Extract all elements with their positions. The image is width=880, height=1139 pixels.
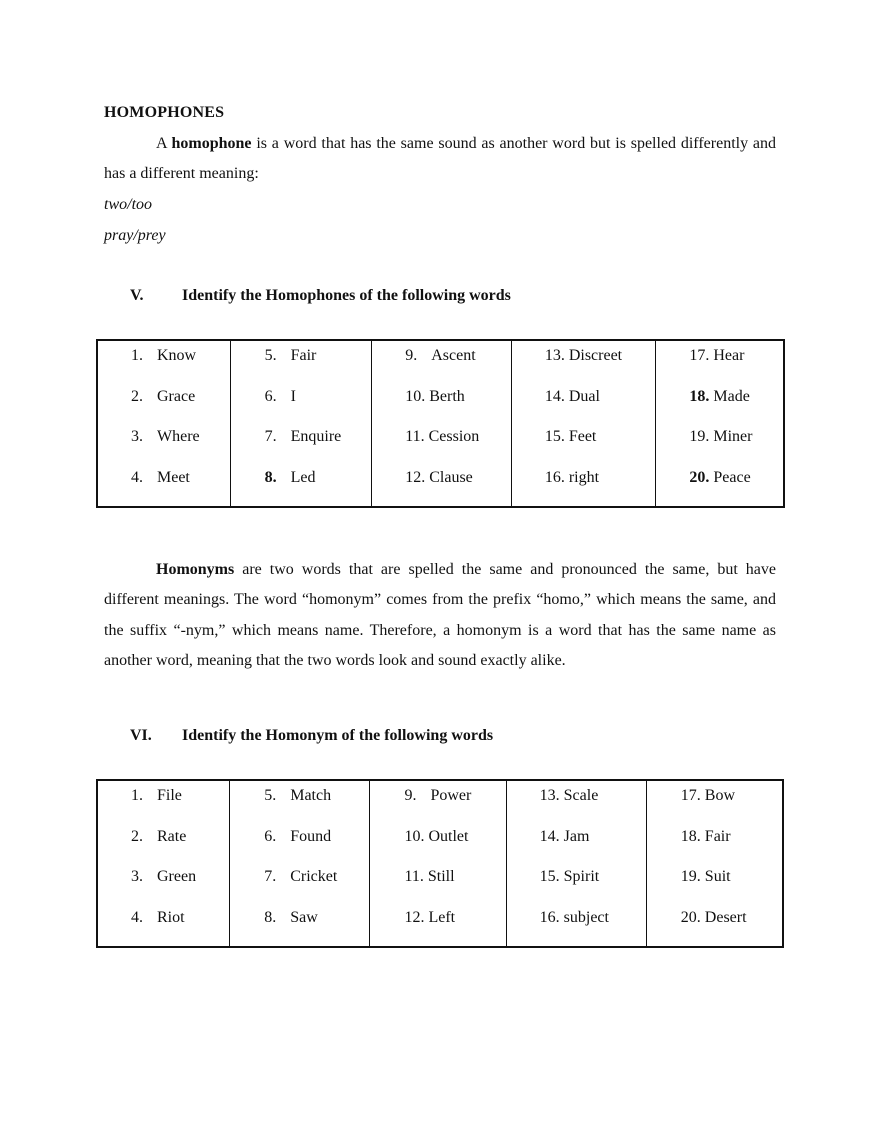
item-number: 13. xyxy=(544,347,565,364)
item-word: Fair xyxy=(704,827,731,845)
item-word: Know xyxy=(157,347,197,364)
item-number: 4. xyxy=(131,468,143,486)
item-number: 7. xyxy=(264,428,277,445)
section-number: V. xyxy=(130,287,144,304)
list-item xyxy=(540,906,646,947)
item-number: 11. xyxy=(405,428,425,445)
list-item xyxy=(681,825,782,866)
item-number: 1. xyxy=(131,787,143,804)
item-number: 7. xyxy=(264,868,277,885)
item-number: 20. xyxy=(680,908,701,926)
item-number: 9. xyxy=(404,787,417,804)
table-column xyxy=(97,780,230,947)
section-title: Identify the Homophones of the following words xyxy=(182,287,511,304)
item-word: Spirit xyxy=(563,868,600,885)
list-item xyxy=(404,784,505,825)
homonyms-table xyxy=(96,779,784,948)
list-item xyxy=(404,865,505,906)
item-word: Led xyxy=(290,468,316,486)
list-item xyxy=(545,344,656,385)
word-list xyxy=(370,781,505,946)
list-item xyxy=(131,385,230,426)
word-list xyxy=(231,341,372,506)
item-word: Miner xyxy=(713,428,753,445)
list-item xyxy=(405,466,511,507)
list-item xyxy=(404,906,505,947)
list-item xyxy=(405,344,511,385)
item-number: 9. xyxy=(405,347,418,364)
definition-term: homophone xyxy=(171,135,252,152)
item-number: 6. xyxy=(264,827,277,845)
item-number: 13. xyxy=(539,787,560,804)
item-word: Berth xyxy=(429,387,465,405)
item-word: Clause xyxy=(429,468,473,486)
list-item xyxy=(264,825,369,866)
item-word: Outlet xyxy=(428,827,469,845)
item-word: Hear xyxy=(713,347,745,364)
table-column xyxy=(230,340,372,507)
definition-text: are two words that are spelled the same and pronounced the same, but have different meanings. The word “homonym” comes from the prefix “homo,” which means the same, and the suffix “-nym,” which means name. Therefore, a homonym is a word that has the same name as another word, meaning that the two words look and sound exactly alike. xyxy=(104,561,776,669)
homophone-definition xyxy=(104,129,776,190)
item-word: Made xyxy=(713,387,750,405)
section-v-heading xyxy=(130,287,630,307)
table-column xyxy=(656,340,784,507)
word-list xyxy=(98,341,230,506)
list-item xyxy=(681,784,782,825)
item-number: 16. xyxy=(539,908,560,926)
item-number: 1. xyxy=(131,347,143,364)
list-item xyxy=(404,825,505,866)
item-word: Match xyxy=(290,787,332,804)
item-word: Rate xyxy=(157,827,187,845)
section-vi-heading xyxy=(130,727,630,747)
homonym-definition xyxy=(104,555,776,676)
list-item xyxy=(545,466,656,507)
list-item xyxy=(131,466,230,507)
item-word: Cricket xyxy=(290,868,338,885)
item-number: 6. xyxy=(264,387,277,405)
list-item xyxy=(264,906,369,947)
table-column xyxy=(370,780,506,947)
item-word: Grace xyxy=(157,387,196,405)
list-item xyxy=(131,425,230,466)
item-word: Suit xyxy=(704,868,731,885)
item-number: 14. xyxy=(544,387,565,405)
list-item xyxy=(265,385,372,426)
item-number: 14. xyxy=(539,827,560,845)
item-number: 8. xyxy=(264,468,277,486)
list-item xyxy=(540,784,646,825)
table-column xyxy=(506,780,646,947)
table-column xyxy=(230,780,370,947)
section-number: VI. xyxy=(130,727,152,744)
list-item xyxy=(545,425,656,466)
item-word: Fair xyxy=(290,347,317,364)
item-number: 12. xyxy=(404,908,425,926)
item-number: 17. xyxy=(689,347,710,364)
item-word: Cession xyxy=(428,428,480,445)
word-list xyxy=(647,781,782,946)
list-item xyxy=(689,466,783,507)
item-number: 16. xyxy=(544,468,565,486)
item-word: Peace xyxy=(713,468,751,486)
item-number: 19. xyxy=(689,428,710,445)
item-number: 15. xyxy=(539,868,560,885)
list-item xyxy=(264,865,369,906)
item-number: 10. xyxy=(404,827,425,845)
list-item xyxy=(405,385,511,426)
item-word: Ascent xyxy=(431,347,476,364)
word-list xyxy=(98,781,229,946)
item-number: 12. xyxy=(405,468,426,486)
item-word: Power xyxy=(430,787,472,804)
list-item xyxy=(265,425,372,466)
item-number: 17. xyxy=(680,787,701,804)
item-number: 2. xyxy=(131,827,143,845)
item-word: Jam xyxy=(563,827,590,845)
list-item xyxy=(545,385,656,426)
item-word: Where xyxy=(157,428,200,445)
list-item xyxy=(131,906,229,947)
item-number: 5. xyxy=(264,787,277,804)
list-item xyxy=(681,906,782,947)
list-item xyxy=(131,344,230,385)
section-title: Identify the Homonym of the following words xyxy=(182,727,494,744)
item-word: Bow xyxy=(704,787,736,804)
list-item xyxy=(264,784,369,825)
item-number: 3. xyxy=(131,428,143,445)
list-item xyxy=(405,425,511,466)
example-two-too: two/too xyxy=(104,196,153,213)
item-word: Green xyxy=(157,868,197,885)
table-column xyxy=(511,340,656,507)
item-word: Enquire xyxy=(290,428,342,445)
item-word: File xyxy=(157,787,182,804)
definition-term: Homonyms xyxy=(156,561,235,578)
list-item xyxy=(131,784,229,825)
table-row xyxy=(97,340,784,507)
item-word: Desert xyxy=(704,908,747,926)
example-pray-prey: pray/prey xyxy=(104,227,166,244)
list-item xyxy=(265,344,372,385)
item-word: Left xyxy=(428,908,456,926)
item-number: 10. xyxy=(405,387,426,405)
word-list xyxy=(372,341,511,506)
word-list xyxy=(512,341,656,506)
item-word: I xyxy=(290,387,296,405)
list-item xyxy=(540,865,646,906)
list-item xyxy=(131,825,229,866)
item-number: 19. xyxy=(680,868,701,885)
item-word: Saw xyxy=(290,908,318,926)
item-word: Scale xyxy=(563,787,599,804)
homophones-table xyxy=(96,339,785,508)
item-word: Dual xyxy=(568,387,600,405)
item-number: 20. xyxy=(689,468,710,486)
table-column xyxy=(97,340,230,507)
item-word: right xyxy=(568,468,600,486)
item-number: 5. xyxy=(264,347,277,364)
item-word: Meet xyxy=(157,468,190,486)
definition-prefix: A xyxy=(156,135,172,152)
item-number: 11. xyxy=(404,868,424,885)
item-number: 18. xyxy=(680,827,701,845)
list-item xyxy=(689,344,783,385)
item-number: 4. xyxy=(131,908,143,926)
table-column xyxy=(646,780,783,947)
word-list xyxy=(230,781,369,946)
homophones-heading: HOMOPHONES xyxy=(104,104,225,121)
item-number: 3. xyxy=(131,868,143,885)
item-number: 8. xyxy=(264,908,277,926)
list-item xyxy=(265,466,372,507)
item-word: subject xyxy=(563,908,609,926)
word-list xyxy=(507,781,646,946)
list-item xyxy=(131,865,229,906)
table-row xyxy=(97,780,783,947)
item-word: Still xyxy=(427,868,455,885)
item-word: Found xyxy=(290,827,332,845)
item-word: Riot xyxy=(157,908,185,926)
list-item xyxy=(681,865,782,906)
table-column xyxy=(372,340,512,507)
list-item xyxy=(540,825,646,866)
item-number: 2. xyxy=(131,387,143,405)
definition-text: is a word that has the same sound as another word but is spelled differently and has a different meaning: xyxy=(104,135,776,183)
item-number: 18. xyxy=(689,387,710,405)
list-item xyxy=(689,385,783,426)
item-number: 15. xyxy=(544,428,565,445)
list-item xyxy=(689,425,783,466)
word-list xyxy=(656,341,783,506)
item-word: Feet xyxy=(568,428,597,445)
item-word: Discreet xyxy=(568,347,623,364)
